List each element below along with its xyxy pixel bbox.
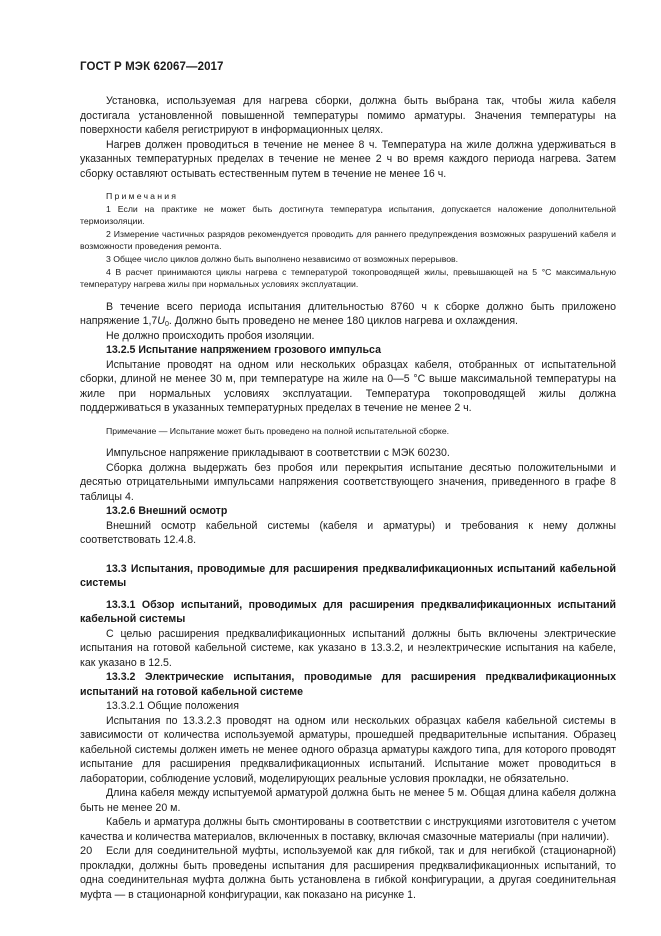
paragraph: Длина кабеля между испытуемой арматурой должна быть не менее 5 м. Общая длина кабеля должна быть не менее 20 м. <box>80 787 616 814</box>
subsection-title: 13.3.2.1 Общие положения <box>106 700 239 713</box>
running-header: ГОСТ Р МЭК 62067—2017 <box>80 61 224 73</box>
section-heading: 13.3 Испытания, проводимые для расширения предквалификационных испытаний кабельной системы <box>80 562 616 590</box>
note-item: 1 Если на практике не может быть достигнута температура испытания, допускается наложение дополнительной термоизоляции. <box>80 203 616 227</box>
paragraph: Установка, используемая для нагрева сборки, должна быть выбрана так, чтобы жила кабеля достигала установленной повышенной температуры помимо арматуры. Значения температуры на поверхности кабеля регистрируют в информационных целях. <box>80 95 616 136</box>
paragraph: Испытания по 13.3.2.3 проводят на одном или нескольких образцах кабеля кабельной системы в зависимости от количества используемой арматуры, прошедшей предварительные испытания. Образец кабельной системы должен иметь не менее одного образца арматуры каждого типа, для которого проводят испытание для расширения предквалификационных испытаний. Испытание может проводиться в лаборатории, соблюдение условий, моделирующих реальные условия прокладки, не обязательно. <box>80 714 616 785</box>
paragraph: Сборка должна выдержать без пробоя или перекрытия испытание десятью положительными и десятью отрицательными импульсами напряжения соответствующего значения, приведенного в графе 8 таблицы 4. <box>80 461 616 503</box>
paragraph: Если для соединительной муфты, используемой как для гибкой, так и для негибкой (стационарной) прокладки, должны быть проведены испытания для расширения предквалификационных испытаний, то одна соединительная муфта должна быть установлена в гибкой конфигурации, а другая соединительная муфта — в стационарной конфигурации, как показано на рисунке 1. <box>80 845 616 901</box>
body-text <box>80 94 616 902</box>
paragraph: С целью расширения предквалификационных испытаний должны быть включены электрические испытания на готовой кабельной системе, как указано в 13.3.2, и неэлектрические испытания на кабеле, как указано в 12.5. <box>80 627 616 669</box>
section-heading: 13.3.1 Обзор испытаний, проводимых для расширения предквалификационных испытаний кабельной системы <box>80 598 616 626</box>
paragraph: Нагрев должен проводиться в течение не менее 8 ч. Температура на жиле должна удерживаться в указанных температурных пределах в течение не менее 2 ч во время каждого периода нагрева. Затем сборку оставляют остывать естественным путем в течение не менее 16 ч. <box>80 138 616 180</box>
page-number: 20 <box>80 845 93 857</box>
paragraph: Импульсное напряжение прикладывают в соответствии с МЭК 60230. <box>106 447 450 460</box>
section-heading: 13.2.5 Испытание напряжением грозового импульса <box>106 344 381 357</box>
paragraph: Испытание проводят на одном или нескольких образцах кабеля, отобранных от испытательной сборки, длиной не менее 30 м, при температуре на жиле на 0—5 °С выше максимальной температуры на жиле при нормальных условиях эксплуатации. Температура токопроводящей жилы должна поддерживаться в указанных температурных пределах в течение не менее 2 ч. <box>80 358 616 415</box>
note-item: 3 Общее число циклов должно быть выполнено независимо от возможных перерывов. <box>106 253 459 264</box>
paragraph: Кабель и арматура должны быть смонтированы в соответствии с инструкциями изготовителя с учетом качества и количества материалов, включенных в поставку, включая смазочные материалы (при наличии). <box>80 816 616 843</box>
notes-heading: Примечания <box>106 191 179 201</box>
note-item: 4 В расчет принимаются циклы нагрева с температурой токопроводящей жилы, превышающей на 5 °С максимальную температуру нагрева жилы при нормальных условиях эксплуатации. <box>80 266 616 290</box>
note-item: 2 Измерение частичных разрядов рекомендуется проводить для раннего предупреждения возможных разрушений кабеля и возможности проведения ремонта. <box>80 228 616 252</box>
paragraph: Внешний осмотр кабельной системы (кабеля и арматуры) и требования к нему должны соответствовать 12.4.8. <box>80 519 616 547</box>
section-heading: 13.2.6 Внешний осмотр <box>106 505 228 518</box>
note-item: Примечание — Испытание может быть проведено на полной испытательной сборке. <box>106 425 450 436</box>
paragraph: В течение всего периода испытания длительностью 8760 ч к сборке должно быть приложено напряжение $1,7U_0$. Должно быть проведено не менее 180 циклов нагрева и охлаждения. <box>80 300 616 329</box>
section-heading: 13.3.2 Электрические испытания, проводимые для расширения предквалификационных испытаний на готовой кабельной системе <box>80 671 616 698</box>
paragraph: Не должно происходить пробоя изоляции. <box>106 329 315 342</box>
